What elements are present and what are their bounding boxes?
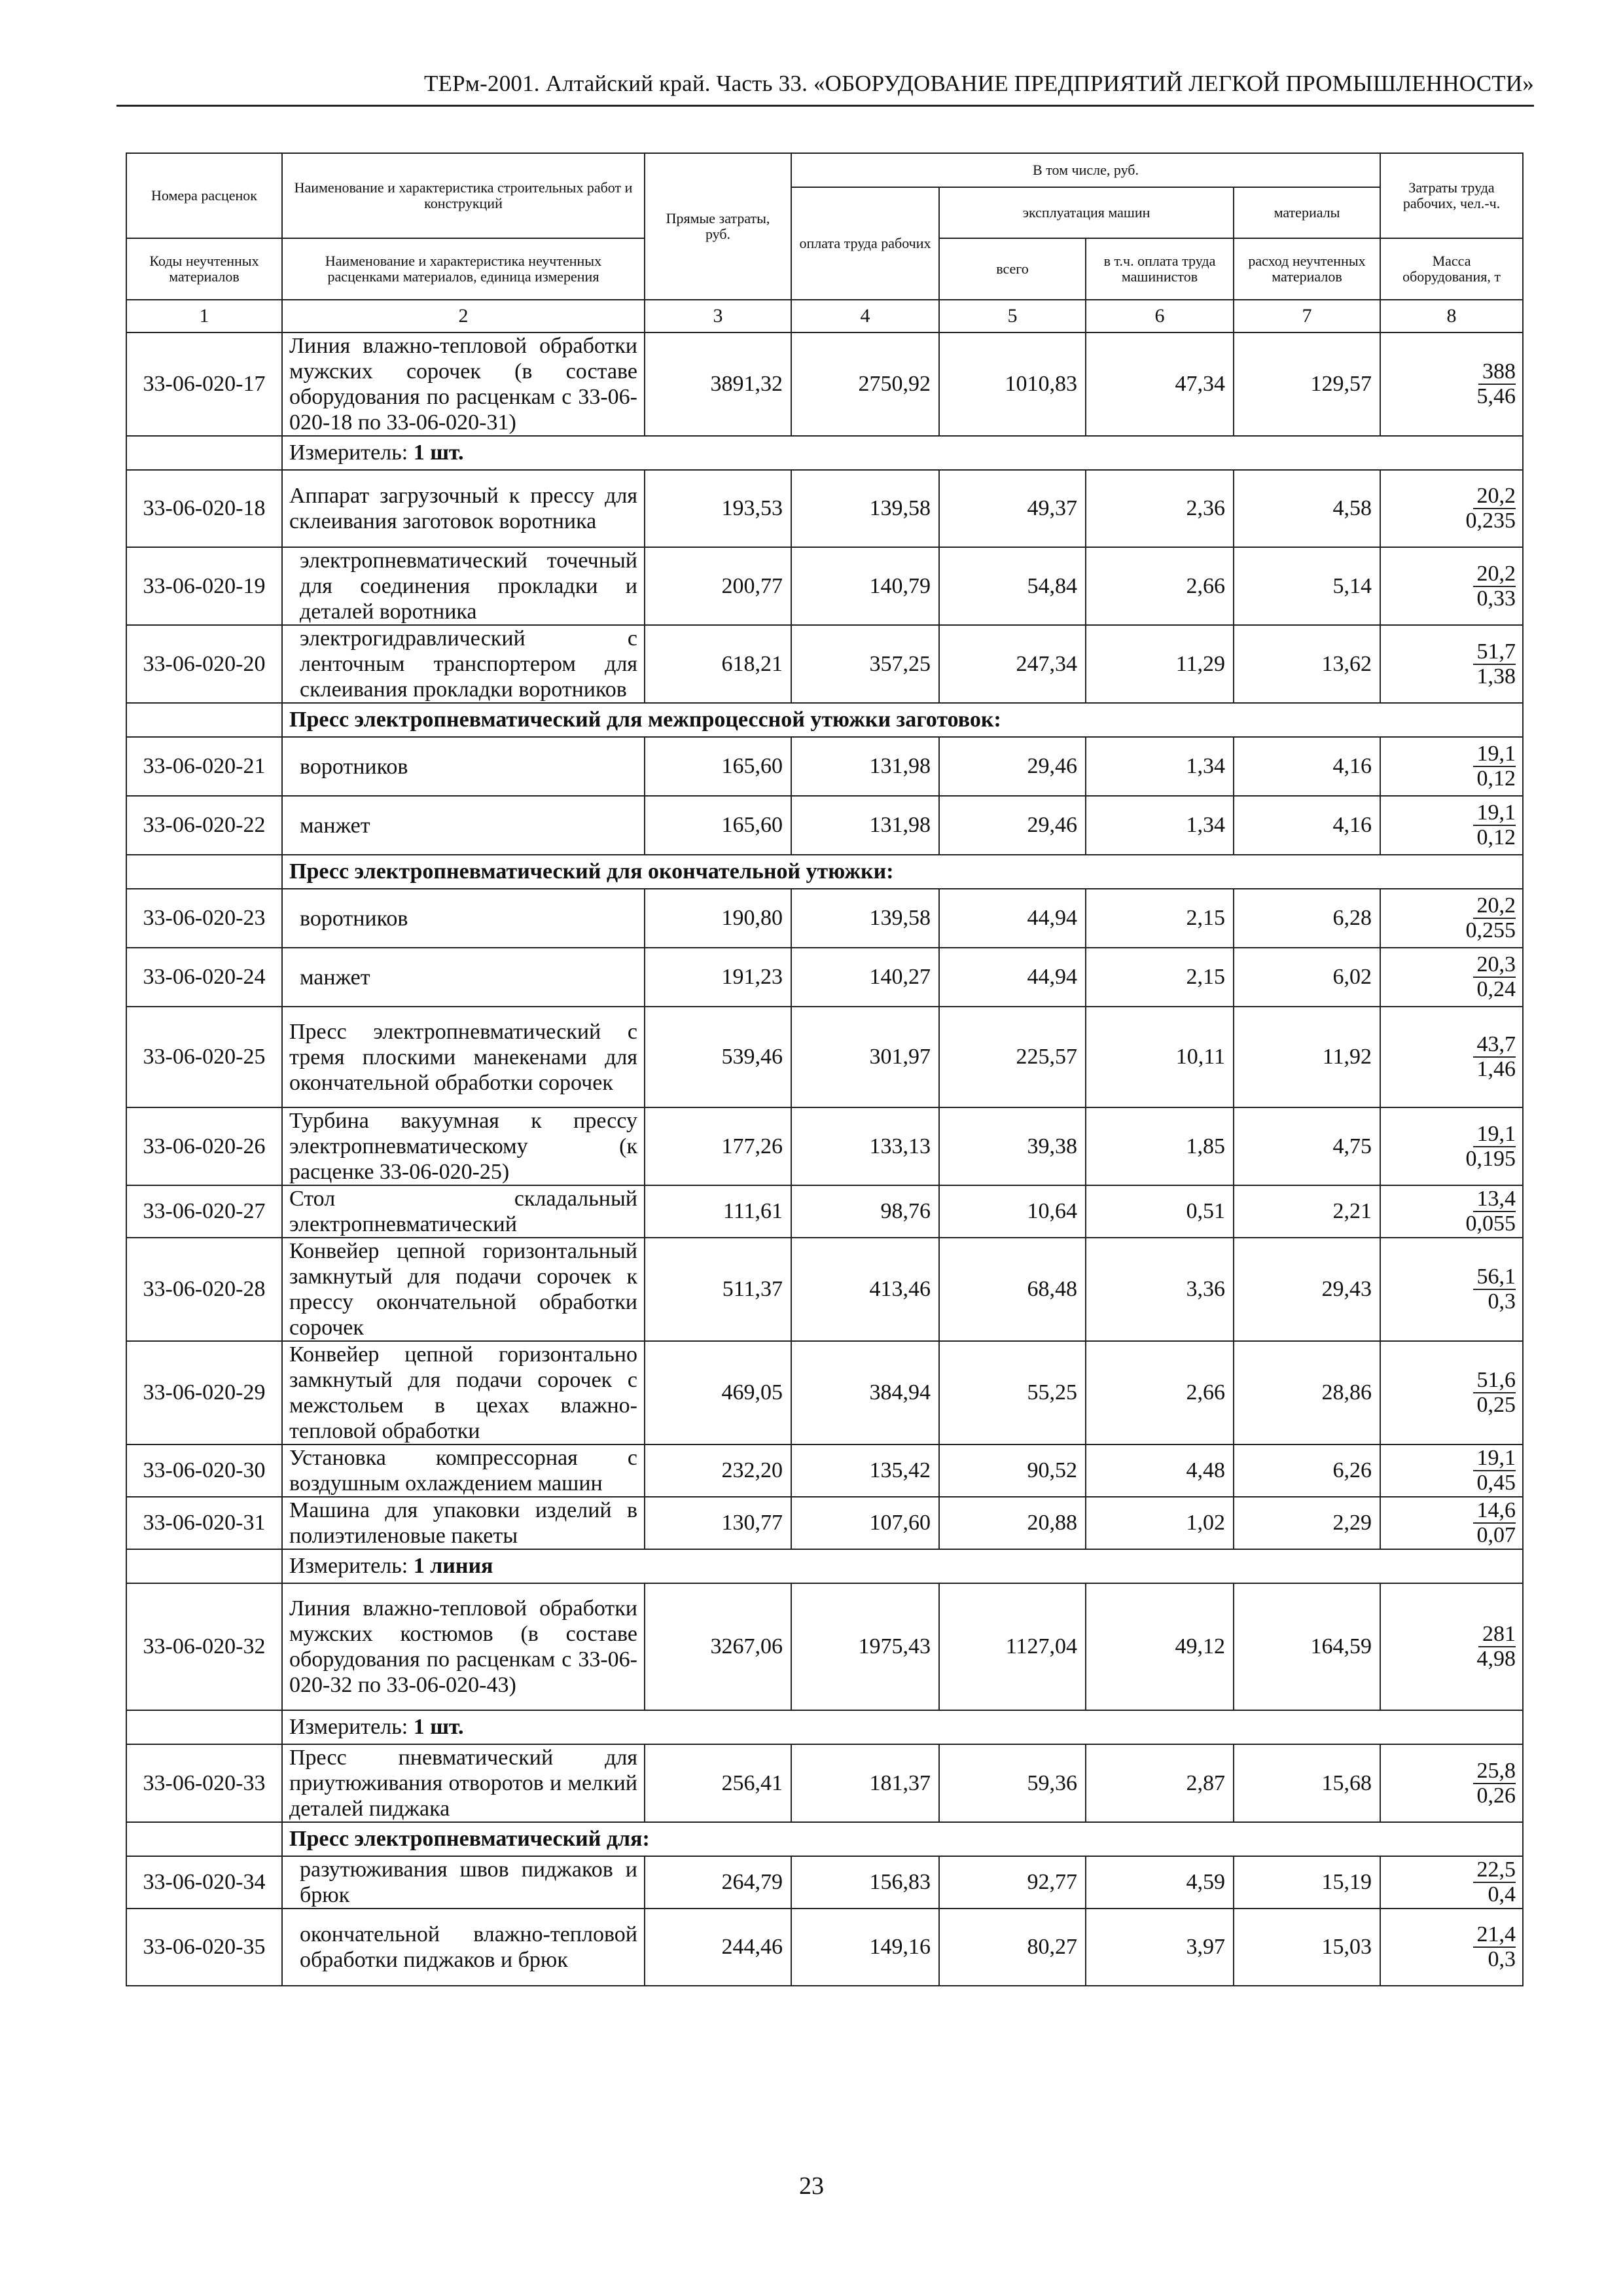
labor-hours: 22,5 bbox=[1473, 1858, 1516, 1883]
rate-row bbox=[126, 948, 1523, 1007]
machinist-pay: 4,59 bbox=[1086, 1856, 1234, 1909]
equipment-mass: 0,195 bbox=[1465, 1146, 1516, 1171]
direct-costs: 191,23 bbox=[645, 948, 791, 1007]
group-heading: Пресс электропневматический для: bbox=[282, 1822, 1523, 1856]
page-number: 23 bbox=[799, 2172, 824, 2200]
materials-cost: 15,19 bbox=[1234, 1856, 1380, 1909]
machinist-pay: 2,87 bbox=[1086, 1744, 1234, 1822]
equipment-mass: 0,45 bbox=[1476, 1471, 1516, 1495]
machinist-pay: 0,51 bbox=[1086, 1185, 1234, 1238]
machinist-pay: 1,34 bbox=[1086, 796, 1234, 855]
measure-value: 1 шт. bbox=[413, 440, 464, 465]
labor-pay: 140,27 bbox=[791, 948, 939, 1007]
labor-hours: 51,7 bbox=[1473, 640, 1516, 665]
machines-total: 90,52 bbox=[939, 1444, 1086, 1497]
labor-mass-fraction bbox=[1380, 1185, 1523, 1238]
labor-mass-fraction bbox=[1380, 1341, 1523, 1444]
labor-hours: 20,2 bbox=[1473, 562, 1516, 587]
work-name: воротников bbox=[282, 737, 645, 796]
rate-code: 33-06-020-23 bbox=[126, 889, 282, 948]
header-direct-costs: Прямые затраты, руб. bbox=[645, 153, 791, 300]
equipment-mass: 0,4 bbox=[1488, 1882, 1516, 1907]
machines-total: 29,46 bbox=[939, 796, 1086, 855]
labor-pay: 135,42 bbox=[791, 1444, 939, 1497]
labor-pay: 1975,43 bbox=[791, 1583, 939, 1710]
column-number: 7 bbox=[1234, 300, 1380, 332]
rate-code: 33-06-020-33 bbox=[126, 1744, 282, 1822]
direct-costs: 256,41 bbox=[645, 1744, 791, 1822]
direct-costs: 232,20 bbox=[645, 1444, 791, 1497]
equipment-mass: 0,12 bbox=[1476, 766, 1516, 791]
header-rule bbox=[116, 105, 1534, 107]
machinist-pay: 3,97 bbox=[1086, 1909, 1234, 1986]
labor-pay: 139,58 bbox=[791, 470, 939, 547]
labor-mass-fraction bbox=[1380, 547, 1523, 625]
direct-costs: 3891,32 bbox=[645, 332, 791, 436]
direct-costs: 200,77 bbox=[645, 547, 791, 625]
machinist-pay: 2,66 bbox=[1086, 1341, 1234, 1444]
labor-hours: 20,2 bbox=[1473, 894, 1516, 919]
work-name: Конвейер цепной горизонтальный замкнутый для подачи сорочек к прессу окончательной обработки сорочек bbox=[282, 1238, 645, 1341]
measure-unit bbox=[282, 436, 1523, 470]
machinist-pay: 11,29 bbox=[1086, 625, 1234, 703]
machinist-pay: 10,11 bbox=[1086, 1007, 1234, 1107]
work-name: Пресс пневматический для приутюживания отворотов и мелкий деталей пиджака bbox=[282, 1744, 645, 1822]
labor-pay: 156,83 bbox=[791, 1856, 939, 1909]
machines-total: 1127,04 bbox=[939, 1583, 1086, 1710]
labor-hours: 281 bbox=[1478, 1623, 1516, 1647]
direct-costs: 244,46 bbox=[645, 1909, 791, 1986]
rate-code: 33-06-020-30 bbox=[126, 1444, 282, 1497]
rate-row bbox=[126, 1007, 1523, 1107]
labor-mass-fraction bbox=[1380, 1909, 1523, 1986]
work-name: окончательной влажно-тепловой обработки пиджаков и брюк bbox=[282, 1909, 645, 1986]
column-number: 2 bbox=[282, 300, 645, 332]
labor-mass-fraction bbox=[1380, 1444, 1523, 1497]
materials-cost: 2,29 bbox=[1234, 1497, 1380, 1549]
rate-code: 33-06-020-22 bbox=[126, 796, 282, 855]
work-name: Машина для упаковки изделий в полиэтиленовые пакеты bbox=[282, 1497, 645, 1549]
work-name: Пресс электропневматический с тремя плоскими манекенами для окончательной обработки сорочек bbox=[282, 1007, 645, 1107]
header-name-top: Наименование и характеристика строительных работ и конструкций bbox=[282, 153, 645, 238]
labor-hours: 19,1 bbox=[1473, 1446, 1516, 1471]
group-heading: Пресс электропневматический для окончательной утюжки: bbox=[282, 855, 1523, 889]
work-name: Линия влажно-тепловой обработки мужских костюмов (в составе оборудования по расценкам с 33-06-020-32 по 33-06-020-43) bbox=[282, 1583, 645, 1710]
machines-total: 39,38 bbox=[939, 1107, 1086, 1185]
rate-row bbox=[126, 1341, 1523, 1444]
rate-code: 33-06-020-24 bbox=[126, 948, 282, 1007]
materials-cost: 13,62 bbox=[1234, 625, 1380, 703]
column-number: 8 bbox=[1380, 300, 1523, 332]
materials-cost: 4,16 bbox=[1234, 737, 1380, 796]
rate-code: 33-06-020-18 bbox=[126, 470, 282, 547]
header-name-bottom: Наименование и характеристика неучтенных расценками материалов, единица измерения bbox=[282, 238, 645, 300]
materials-cost: 4,58 bbox=[1234, 470, 1380, 547]
work-name: Конвейер цепной горизонтально замкнутый для подачи сорочек с межстольем в цехах влажно-тепловой обработки bbox=[282, 1341, 645, 1444]
direct-costs: 264,79 bbox=[645, 1856, 791, 1909]
labor-mass-fraction bbox=[1380, 470, 1523, 547]
rate-code: 33-06-020-27 bbox=[126, 1185, 282, 1238]
column-number: 6 bbox=[1086, 300, 1234, 332]
measure-row bbox=[126, 1710, 1523, 1744]
machines-total: 247,34 bbox=[939, 625, 1086, 703]
measure-blank bbox=[126, 1549, 282, 1583]
measure-value: 1 линия bbox=[413, 1554, 493, 1578]
work-name: электропневматический точечный для соединения прокладки и деталей воротника bbox=[282, 547, 645, 625]
direct-costs: 165,60 bbox=[645, 737, 791, 796]
header-code-bottom: Коды неучтенных материалов bbox=[126, 238, 282, 300]
group-heading-row bbox=[126, 855, 1523, 889]
rate-row bbox=[126, 1107, 1523, 1185]
labor-mass-fraction bbox=[1380, 1583, 1523, 1710]
measure-unit bbox=[282, 1710, 1523, 1744]
rates-table bbox=[126, 152, 1524, 1986]
machinist-pay: 2,66 bbox=[1086, 547, 1234, 625]
machines-total: 68,48 bbox=[939, 1238, 1086, 1341]
equipment-mass: 5,46 bbox=[1476, 384, 1516, 408]
materials-cost: 4,16 bbox=[1234, 796, 1380, 855]
work-name: Линия влажно-тепловой обработки мужских сорочек (в составе оборудования по расценкам с 33-06-020-18 по 33-06-020-31) bbox=[282, 332, 645, 436]
work-name: Установка компрессорная с воздушным охлаждением машин bbox=[282, 1444, 645, 1497]
measure-value: 1 шт. bbox=[413, 1715, 464, 1739]
labor-mass-fraction bbox=[1380, 1007, 1523, 1107]
header-machines-total: всего bbox=[939, 238, 1086, 300]
direct-costs: 190,80 bbox=[645, 889, 791, 948]
labor-mass-fraction bbox=[1380, 796, 1523, 855]
header-machines-pay: в т.ч. оплата труда машинистов bbox=[1086, 238, 1234, 300]
machines-total: 55,25 bbox=[939, 1341, 1086, 1444]
machines-total: 54,84 bbox=[939, 547, 1086, 625]
labor-pay: 140,79 bbox=[791, 547, 939, 625]
materials-cost: 11,92 bbox=[1234, 1007, 1380, 1107]
labor-mass-fraction bbox=[1380, 737, 1523, 796]
equipment-mass: 0,055 bbox=[1465, 1211, 1516, 1236]
direct-costs: 618,21 bbox=[645, 625, 791, 703]
labor-mass-fraction bbox=[1380, 889, 1523, 948]
equipment-mass: 0,26 bbox=[1476, 1783, 1516, 1808]
direct-costs: 193,53 bbox=[645, 470, 791, 547]
direct-costs: 539,46 bbox=[645, 1007, 791, 1107]
work-name: разутюживания швов пиджаков и брюк bbox=[282, 1856, 645, 1909]
group-heading: Пресс электропневматический для межпроцессной утюжки заготовок: bbox=[282, 703, 1523, 737]
machines-total: 80,27 bbox=[939, 1909, 1086, 1986]
labor-pay: 131,98 bbox=[791, 737, 939, 796]
direct-costs: 469,05 bbox=[645, 1341, 791, 1444]
machines-total: 29,46 bbox=[939, 737, 1086, 796]
labor-pay: 413,46 bbox=[791, 1238, 939, 1341]
labor-hours: 51,6 bbox=[1473, 1369, 1516, 1393]
rate-row bbox=[126, 1238, 1523, 1341]
measure-label: Измеритель: bbox=[289, 1715, 408, 1739]
labor-hours: 388 bbox=[1478, 360, 1516, 385]
labor-pay: 133,13 bbox=[791, 1107, 939, 1185]
labor-mass-fraction bbox=[1380, 1856, 1523, 1909]
header-code-top: Номера расценок bbox=[126, 153, 282, 238]
direct-costs: 111,61 bbox=[645, 1185, 791, 1238]
materials-cost: 15,03 bbox=[1234, 1909, 1380, 1986]
machinist-pay: 47,34 bbox=[1086, 332, 1234, 436]
rate-row bbox=[126, 625, 1523, 703]
rate-row bbox=[126, 470, 1523, 547]
labor-pay: 384,94 bbox=[791, 1341, 939, 1444]
machinist-pay: 49,12 bbox=[1086, 1583, 1234, 1710]
materials-cost: 2,21 bbox=[1234, 1185, 1380, 1238]
rate-row bbox=[126, 796, 1523, 855]
header-labor-pay: оплата труда рабочих bbox=[791, 187, 939, 300]
group-blank bbox=[126, 1822, 282, 1856]
rate-row bbox=[126, 1856, 1523, 1909]
column-number: 4 bbox=[791, 300, 939, 332]
labor-hours: 25,8 bbox=[1473, 1759, 1516, 1784]
rate-row bbox=[126, 889, 1523, 948]
labor-hours: 43,7 bbox=[1473, 1033, 1516, 1058]
measure-blank bbox=[126, 1710, 282, 1744]
labor-hours: 14,6 bbox=[1473, 1499, 1516, 1524]
equipment-mass: 1,38 bbox=[1476, 664, 1516, 689]
materials-cost: 6,28 bbox=[1234, 889, 1380, 948]
column-number: 1 bbox=[126, 300, 282, 332]
materials-cost: 129,57 bbox=[1234, 332, 1380, 436]
machines-total: 10,64 bbox=[939, 1185, 1086, 1238]
equipment-mass: 0,25 bbox=[1476, 1393, 1516, 1417]
header-including: В том числе, руб. bbox=[791, 153, 1380, 187]
machinist-pay: 4,48 bbox=[1086, 1444, 1234, 1497]
measure-label: Измеритель: bbox=[289, 1554, 408, 1578]
group-heading-row bbox=[126, 703, 1523, 737]
labor-pay: 139,58 bbox=[791, 889, 939, 948]
header-labor-bottom: Масса оборудования, т bbox=[1380, 238, 1523, 300]
machinist-pay: 3,36 bbox=[1086, 1238, 1234, 1341]
group-blank bbox=[126, 703, 282, 737]
direct-costs: 130,77 bbox=[645, 1497, 791, 1549]
rate-row bbox=[126, 332, 1523, 436]
machines-total: 20,88 bbox=[939, 1497, 1086, 1549]
direct-costs: 177,26 bbox=[645, 1107, 791, 1185]
direct-costs: 165,60 bbox=[645, 796, 791, 855]
rate-code: 33-06-020-31 bbox=[126, 1497, 282, 1549]
work-name: Аппарат загрузочный к прессу для склеивания заготовок воротника bbox=[282, 470, 645, 547]
work-name: манжет bbox=[282, 948, 645, 1007]
rate-code: 33-06-020-20 bbox=[126, 625, 282, 703]
materials-cost: 28,86 bbox=[1234, 1341, 1380, 1444]
labor-hours: 56,1 bbox=[1473, 1265, 1516, 1290]
equipment-mass: 0,3 bbox=[1488, 1289, 1516, 1314]
labor-hours: 20,2 bbox=[1473, 484, 1516, 509]
rate-row bbox=[126, 1583, 1523, 1710]
rate-row bbox=[126, 1444, 1523, 1497]
equipment-mass: 0,12 bbox=[1476, 825, 1516, 850]
running-header: ТЕРм-2001. Алтайский край. Часть 33. «ОБОРУДОВАНИЕ ПРЕДПРИЯТИЙ ЛЕГКОЙ ПРОМЫШЛЕННОСТИ» bbox=[423, 71, 1534, 96]
column-number: 5 bbox=[939, 300, 1086, 332]
machinist-pay: 2,36 bbox=[1086, 470, 1234, 547]
materials-cost: 6,02 bbox=[1234, 948, 1380, 1007]
equipment-mass: 0,24 bbox=[1476, 977, 1516, 1001]
machines-total: 92,77 bbox=[939, 1856, 1086, 1909]
work-name: Турбина вакуумная к прессу электропневматическому (к расценке 33-06-020-25) bbox=[282, 1107, 645, 1185]
labor-hours: 20,3 bbox=[1473, 953, 1516, 978]
work-name: электрогидравлический с ленточным транспортером для склеивания прокладки воротников bbox=[282, 625, 645, 703]
rate-code: 33-06-020-28 bbox=[126, 1238, 282, 1341]
labor-mass-fraction bbox=[1380, 948, 1523, 1007]
rate-code: 33-06-020-34 bbox=[126, 1856, 282, 1909]
labor-hours: 19,1 bbox=[1473, 801, 1516, 826]
labor-pay: 131,98 bbox=[791, 796, 939, 855]
rate-row bbox=[126, 1744, 1523, 1822]
rate-code: 33-06-020-17 bbox=[126, 332, 282, 436]
machinist-pay: 1,34 bbox=[1086, 737, 1234, 796]
labor-pay: 107,60 bbox=[791, 1497, 939, 1549]
labor-pay: 149,16 bbox=[791, 1909, 939, 1986]
header-machines: эксплуатация машин bbox=[939, 187, 1234, 238]
materials-cost: 29,43 bbox=[1234, 1238, 1380, 1341]
rate-code: 33-06-020-21 bbox=[126, 737, 282, 796]
machinist-pay: 1,02 bbox=[1086, 1497, 1234, 1549]
rate-code: 33-06-020-32 bbox=[126, 1583, 282, 1710]
rate-code: 33-06-020-25 bbox=[126, 1007, 282, 1107]
labor-mass-fraction bbox=[1380, 1497, 1523, 1549]
column-number: 3 bbox=[645, 300, 791, 332]
work-name: воротников bbox=[282, 889, 645, 948]
labor-hours: 13,4 bbox=[1473, 1187, 1516, 1212]
rate-row bbox=[126, 1909, 1523, 1986]
machines-total: 44,94 bbox=[939, 889, 1086, 948]
header-materials-sub: расход неучтенных материалов bbox=[1234, 238, 1380, 300]
labor-pay: 357,25 bbox=[791, 625, 939, 703]
labor-mass-fraction bbox=[1380, 332, 1523, 436]
machinist-pay: 2,15 bbox=[1086, 948, 1234, 1007]
materials-cost: 164,59 bbox=[1234, 1583, 1380, 1710]
equipment-mass: 0,07 bbox=[1476, 1523, 1516, 1547]
labor-mass-fraction bbox=[1380, 625, 1523, 703]
labor-hours: 19,1 bbox=[1473, 1122, 1516, 1147]
machines-total: 225,57 bbox=[939, 1007, 1086, 1107]
rate-row bbox=[126, 1185, 1523, 1238]
rate-code: 33-06-020-35 bbox=[126, 1909, 282, 1986]
measure-label: Измеритель: bbox=[289, 440, 408, 465]
direct-costs: 511,37 bbox=[645, 1238, 791, 1341]
equipment-mass: 1,46 bbox=[1476, 1057, 1516, 1081]
labor-pay: 181,37 bbox=[791, 1744, 939, 1822]
rate-row bbox=[126, 1497, 1523, 1549]
column-numbers-row bbox=[126, 300, 1523, 332]
materials-cost: 6,26 bbox=[1234, 1444, 1380, 1497]
equipment-mass: 0,33 bbox=[1476, 586, 1516, 611]
materials-cost: 5,14 bbox=[1234, 547, 1380, 625]
labor-pay: 98,76 bbox=[791, 1185, 939, 1238]
labor-pay: 301,97 bbox=[791, 1007, 939, 1107]
rate-row bbox=[126, 547, 1523, 625]
work-name: манжет bbox=[282, 796, 645, 855]
equipment-mass: 0,255 bbox=[1465, 918, 1516, 942]
measure-blank bbox=[126, 436, 282, 470]
equipment-mass: 0,235 bbox=[1465, 509, 1516, 533]
header-labor-top: Затраты труда рабочих, чел.-ч. bbox=[1380, 153, 1523, 238]
machines-total: 1010,83 bbox=[939, 332, 1086, 436]
materials-cost: 4,75 bbox=[1234, 1107, 1380, 1185]
direct-costs: 3267,06 bbox=[645, 1583, 791, 1710]
labor-pay: 2750,92 bbox=[791, 332, 939, 436]
equipment-mass: 4,98 bbox=[1476, 1647, 1516, 1671]
labor-mass-fraction bbox=[1380, 1238, 1523, 1341]
rate-code: 33-06-020-26 bbox=[126, 1107, 282, 1185]
labor-mass-fraction bbox=[1380, 1744, 1523, 1822]
materials-cost: 15,68 bbox=[1234, 1744, 1380, 1822]
machines-total: 49,37 bbox=[939, 470, 1086, 547]
measure-unit bbox=[282, 1549, 1523, 1583]
machinist-pay: 2,15 bbox=[1086, 889, 1234, 948]
work-name: Стол складальный электропневматический bbox=[282, 1185, 645, 1238]
rate-code: 33-06-020-19 bbox=[126, 547, 282, 625]
header-materials: материалы bbox=[1234, 187, 1380, 238]
labor-hours: 21,4 bbox=[1473, 1923, 1516, 1948]
labor-hours: 19,1 bbox=[1473, 742, 1516, 767]
machines-total: 59,36 bbox=[939, 1744, 1086, 1822]
equipment-mass: 0,3 bbox=[1488, 1947, 1516, 1971]
rate-row bbox=[126, 737, 1523, 796]
group-heading-row bbox=[126, 1822, 1523, 1856]
measure-row bbox=[126, 1549, 1523, 1583]
labor-mass-fraction bbox=[1380, 1107, 1523, 1185]
group-blank bbox=[126, 855, 282, 889]
machinist-pay: 1,85 bbox=[1086, 1107, 1234, 1185]
rate-code: 33-06-020-29 bbox=[126, 1341, 282, 1444]
measure-row bbox=[126, 436, 1523, 470]
machines-total: 44,94 bbox=[939, 948, 1086, 1007]
